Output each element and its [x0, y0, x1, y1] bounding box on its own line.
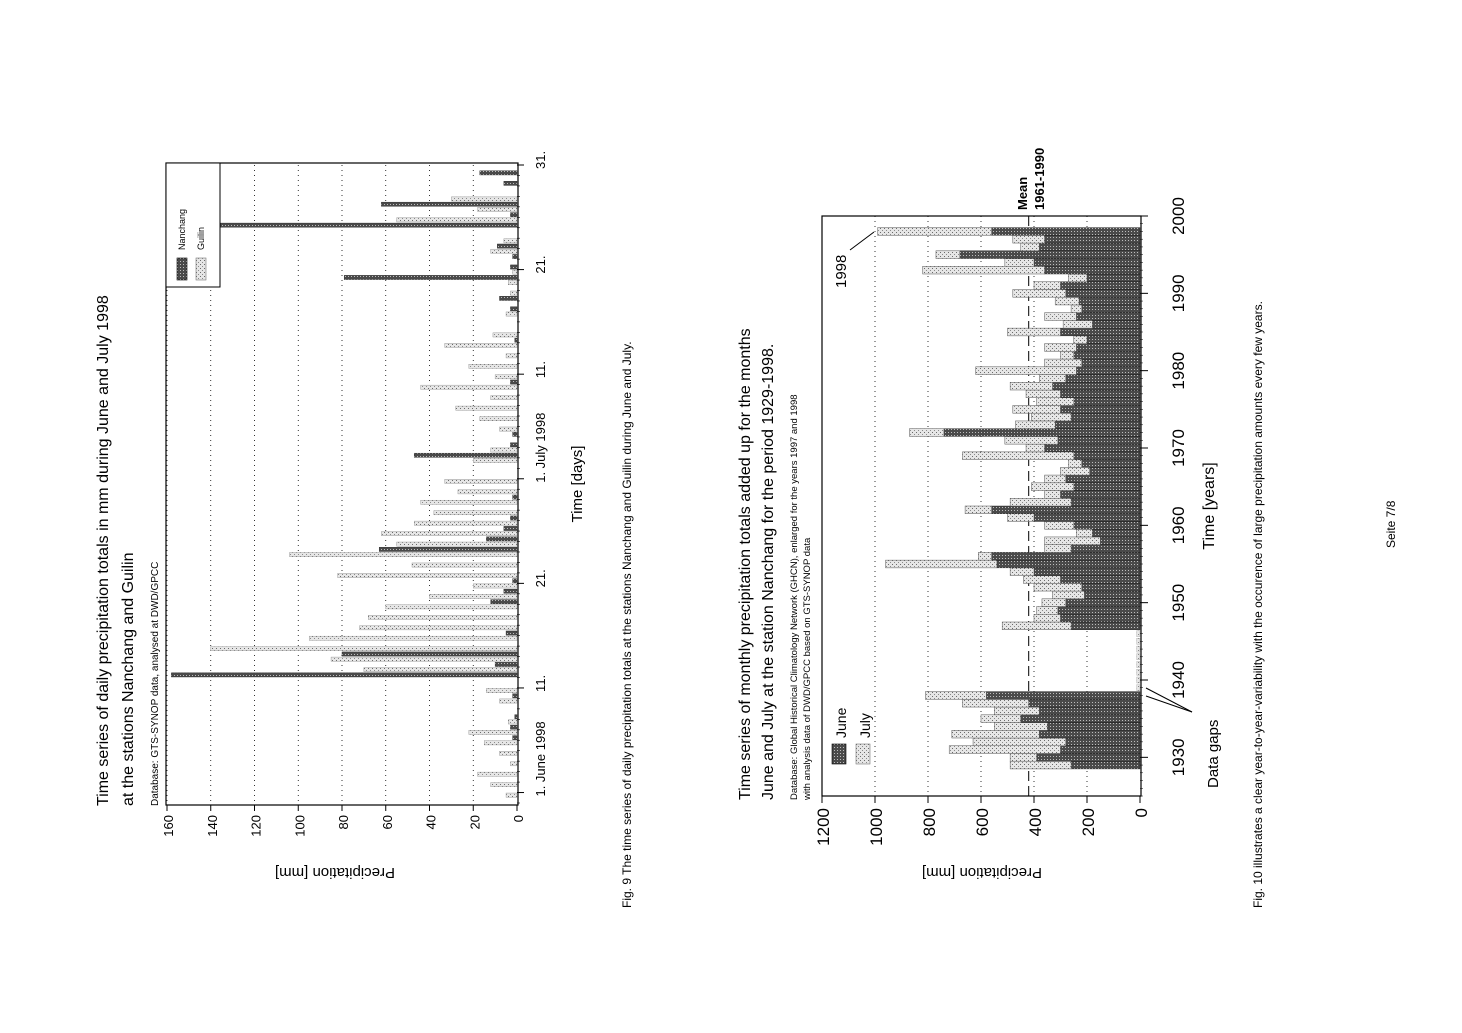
fig10-bar-june — [1039, 243, 1140, 251]
fig10-bar-june — [1074, 452, 1140, 460]
fig9-x-tick-label: 11. — [533, 361, 548, 379]
fig10-bar-july — [1002, 622, 1071, 630]
fig10-bar-july — [952, 730, 1039, 738]
fig10-bar-june — [1061, 576, 1141, 584]
fig9-legend-label-nanchang: Nanchang — [177, 208, 187, 250]
fig10-bar-july — [1037, 398, 1074, 406]
fig10-bar-june — [1055, 421, 1140, 429]
fig10-bar-june — [1034, 514, 1140, 522]
fig10-bar-july — [1013, 289, 1066, 297]
fig10-bar-june — [1053, 382, 1140, 390]
fig10-legend-label-june: June — [833, 707, 849, 738]
fig10-bar-june — [1074, 483, 1140, 491]
fig10-gap-marker — [1137, 631, 1140, 637]
fig10-bar-june — [997, 560, 1140, 568]
fig10-annotation-data-gaps: Data gaps — [1205, 719, 1222, 788]
fig10-bar-july — [1010, 568, 1034, 576]
fig10-bar-july — [949, 746, 1060, 754]
fig10-y-tick-label: 200 — [1079, 808, 1098, 837]
fig10-bar-june — [1074, 351, 1140, 359]
fig10-bar-july — [1037, 607, 1058, 615]
fig10-mean-label-1: Mean — [1015, 176, 1030, 210]
fig10-bar-july — [978, 552, 991, 560]
fig10-bar-june — [1045, 444, 1140, 452]
fig10-bar-june — [1047, 723, 1140, 731]
fig10-bar-july — [1005, 436, 1058, 444]
fig10-bar-july — [1068, 274, 1087, 282]
fig10-bar-july — [878, 228, 992, 236]
fig10-bar-june — [1061, 405, 1141, 413]
fig9-ylabel: Precipitation [mm] — [274, 864, 396, 881]
page-footer: Seite 7/8 — [1384, 500, 1398, 548]
fig10-bar-june — [1082, 460, 1140, 468]
fig10-bar-june — [1076, 367, 1140, 375]
fig10-bar-july — [981, 715, 1021, 723]
fig10-bar-june — [1061, 491, 1141, 499]
fig10-gap-marker — [1137, 646, 1140, 652]
fig9-title-line2: at the stations Nanchang and Guilin — [120, 552, 137, 806]
fig9-y-tick-label: 120 — [248, 815, 264, 837]
fig10-bar-june — [944, 429, 1140, 437]
fig10-bar-july — [1045, 545, 1072, 553]
fig10-bar-june — [1076, 344, 1140, 352]
fig10-bar-july — [1010, 382, 1052, 390]
fig10-bar-june — [1071, 622, 1140, 630]
fig10-bar-july — [1010, 498, 1071, 506]
fig10-bar-june — [1090, 467, 1140, 475]
fig10-bar-july — [1045, 491, 1061, 499]
fig10-bar-june — [1045, 235, 1140, 243]
fig10-bar-july — [1068, 460, 1081, 468]
fig10-bar-june — [1037, 753, 1140, 761]
fig9-y-tick-label: 60 — [379, 815, 395, 830]
fig10-y-tick-label: 0 — [1132, 808, 1151, 818]
fig10-bar-july — [1076, 529, 1092, 537]
fig9-xlabel: Time [days] — [569, 445, 586, 523]
fig10-bar-june — [1087, 274, 1140, 282]
fig10-gap-marker — [1137, 685, 1140, 691]
fig10-gap-marker — [1137, 654, 1140, 660]
fig9-x-tick-label: 1. July 1998 — [533, 412, 548, 483]
fig10-y-tick-label: 800 — [920, 808, 939, 837]
fig10-bar-july — [1074, 336, 1087, 344]
fig10-bar-june — [1066, 375, 1140, 383]
fig9-y-tick-label: 160 — [161, 815, 176, 837]
fig10-bar-july — [936, 251, 960, 259]
fig10-bar-june — [1066, 289, 1140, 297]
fig10-mean-label-2: 1961-1990 — [1032, 147, 1047, 210]
fig10-bar-june — [1061, 614, 1141, 622]
fig10-bar-june — [992, 552, 1140, 560]
fig9-y-tick-label: 140 — [204, 815, 220, 837]
fig9-database: Database: GTS-SYNOP data, analysed at DWD/GPCC — [150, 561, 161, 806]
fig10-bar-july — [1039, 375, 1066, 383]
fig10-bar-july — [1023, 576, 1060, 584]
fig10-bar-june — [992, 228, 1140, 236]
fig10-legend-swatch-june — [832, 744, 846, 764]
fig9-y-tick-label: 0 — [511, 815, 526, 823]
fig10-y-tick-label: 1200 — [814, 808, 833, 846]
fig10-bar-july — [1005, 259, 1034, 267]
fig10-x-tick-label: 1980 — [1169, 351, 1188, 390]
fig10-bar-june — [1029, 699, 1140, 707]
fig9-x-tick-label: 21. — [533, 569, 548, 588]
fig10-bar-june — [1071, 498, 1140, 506]
fig10-x-tick-label: 1950 — [1169, 583, 1188, 622]
fig10-bar-june — [1066, 738, 1140, 746]
fig10-bar-july — [1045, 359, 1082, 367]
fig10-bar-july — [1034, 614, 1061, 622]
fig10-bar-july — [1061, 467, 1090, 475]
fig10-bar-july — [1045, 475, 1066, 483]
fig10-bar-july — [1010, 753, 1037, 761]
fig10-bar-july — [994, 723, 1047, 731]
fig10-gap-marker — [1137, 638, 1140, 644]
fig10-x-tick-label: 1960 — [1169, 506, 1188, 545]
fig10-bar-july — [1031, 483, 1073, 491]
fig10-bar-june — [986, 692, 1140, 700]
fig10-bar-july — [1045, 521, 1074, 529]
fig10-bar-june — [1084, 591, 1140, 599]
fig10-ylabel: Precipitation [mm] — [921, 864, 1043, 881]
fig10-bar-july — [1010, 761, 1071, 769]
fig10-bar-june — [992, 506, 1140, 514]
fig10-bar-july — [1013, 235, 1045, 243]
fig10-arrow-1998 — [850, 232, 874, 250]
fig10-legend — [832, 707, 873, 764]
fig10-title-line2: June and July at the station Nanchang for the period 1929-1998. — [760, 343, 777, 800]
fig9-x-tick-label: 31. — [533, 150, 548, 169]
fig10-title-line1: Time series of monthly precipitation totals added up for the months — [737, 328, 754, 800]
fig9-x-tick-label: 1. June 1998 — [533, 721, 548, 797]
fig10-bar-june — [1061, 328, 1141, 336]
fig10-bar-june — [1074, 521, 1140, 529]
fig10-caption-line: Fig. 10 illustrates a clear year-to-year-variability with the occurence of large precipitation amounts every few years. — [1251, 301, 1265, 908]
fig10-bar-june — [1074, 398, 1140, 406]
fig10-bar-june — [1039, 707, 1140, 715]
fig10-gap-marker — [1137, 662, 1140, 668]
fig10-bar-june — [1092, 529, 1140, 537]
fig10-legend-swatch-july — [856, 744, 870, 764]
fig10-bar-july — [976, 367, 1077, 375]
fig10-bar-june — [960, 251, 1140, 259]
fig9-y-tick-label: 100 — [292, 815, 308, 837]
fig10-legend-label-july: July — [857, 713, 873, 738]
fig9-x-tick-label: 11. — [533, 674, 548, 692]
fig9-legend-label-guilin: Guilin — [196, 226, 206, 250]
fig10-bar-june — [1061, 746, 1141, 754]
fig10-bar-july — [1045, 344, 1077, 352]
fig10-bar-june — [1066, 475, 1140, 483]
fig10-bar-july — [1045, 313, 1077, 321]
fig10-bar-june — [1034, 568, 1140, 576]
fig10-bar-july — [1042, 599, 1066, 607]
fig10-x-tick-label: 1940 — [1169, 661, 1188, 699]
fig10-bar-july — [1021, 243, 1040, 251]
fig10-annotation-1998: 1998 — [833, 254, 850, 288]
fig10-bar-june — [1058, 436, 1140, 444]
fig10-bar-june — [1058, 607, 1140, 615]
fig10-bar-june — [1079, 297, 1140, 305]
fig9-title-line1: Time series of daily precipitation totals in mm during June and July 1998 — [95, 295, 112, 806]
fig10-bar-july — [909, 429, 943, 437]
fig10-bar-june — [1066, 599, 1140, 607]
fig10-bar-july — [886, 560, 997, 568]
fig10-bar-july — [1008, 328, 1061, 336]
fig10-bar-june — [1092, 320, 1140, 328]
fig10-bar-june — [1087, 336, 1140, 344]
fig10-bar-july — [1026, 390, 1060, 398]
fig10-bar-july — [923, 266, 1045, 274]
fig9-x-tick-label: 21. — [533, 255, 548, 274]
fig10-gap-marker — [1137, 677, 1140, 683]
fig10-bar-june — [1082, 305, 1140, 313]
fig10-bar-july — [1008, 514, 1035, 522]
fig10-bar-july — [1015, 421, 1055, 429]
fig10-bar-june — [1061, 390, 1141, 398]
fig10-bar-july — [1034, 583, 1082, 591]
fig10-bar-july — [1061, 351, 1074, 359]
fig10-bar-june — [1071, 413, 1140, 421]
fig10-bar-july — [962, 699, 1028, 707]
fig9-caption: Fig. 9 The time series of daily precipitation totals at the stations Nanchang and Guilin during June and July. — [620, 341, 634, 908]
fig9-y-tick-label: 20 — [467, 815, 483, 830]
fig10-y-tick-label: 1000 — [867, 808, 886, 846]
fig10-gap-marker — [1137, 669, 1140, 675]
fig10-y-tick-label: 400 — [1026, 808, 1045, 837]
fig10-bar-june — [1045, 266, 1140, 274]
fig10-database-line2: with analysis data of DWD/GPCC based on GTS-SYNOP data — [802, 537, 813, 800]
fig10-xlabel: Time [years] — [1201, 462, 1218, 550]
fig10-bar-july — [925, 692, 986, 700]
fig9-y-tick-label: 80 — [336, 815, 351, 830]
fig10-database-line1: Database: Global Historical Climatology Network (GHCN), enlarged for the years 1997 and 1998 — [789, 394, 800, 800]
fig10-bar-july — [1063, 320, 1092, 328]
fig10-y-tick-label: 600 — [973, 808, 992, 837]
fig10-bar-july — [1055, 297, 1079, 305]
fig10-bar-july — [1034, 282, 1061, 290]
fig10-bar-june — [1082, 583, 1140, 591]
fig10-bar-july — [965, 506, 992, 514]
fig10-bar-june — [1034, 259, 1140, 267]
fig10-bar-july — [1045, 537, 1101, 545]
fig10-bar-june — [1100, 537, 1140, 545]
fig10-bar-july — [1026, 444, 1045, 452]
fig10-bar-july — [994, 707, 1039, 715]
fig10-bar-june — [1021, 715, 1140, 723]
fig10-bar-july — [1071, 305, 1082, 313]
fig9-y-tick-label: 40 — [423, 815, 439, 830]
fig10-bar-june — [1071, 761, 1140, 769]
fig10-bar-july — [1053, 591, 1085, 599]
fig10-x-tick-label: 1990 — [1169, 274, 1188, 313]
fig10-bar-july — [962, 452, 1073, 460]
fig10-x-tick-label: 2000 — [1169, 197, 1188, 235]
fig10-x-tick-label: 1930 — [1169, 738, 1188, 777]
fig10-bar-june — [1039, 730, 1140, 738]
fig10-bar-july — [1031, 413, 1071, 421]
fig10-bar-june — [1076, 313, 1140, 321]
fig10-bar-june — [1082, 359, 1140, 367]
fig10-bar-june — [1071, 545, 1140, 553]
fig10-bar-june — [1061, 282, 1141, 290]
fig10-bar-july — [1013, 405, 1061, 413]
fig10-bar-july — [973, 738, 1066, 746]
fig10-x-tick-label: 1970 — [1169, 429, 1188, 467]
